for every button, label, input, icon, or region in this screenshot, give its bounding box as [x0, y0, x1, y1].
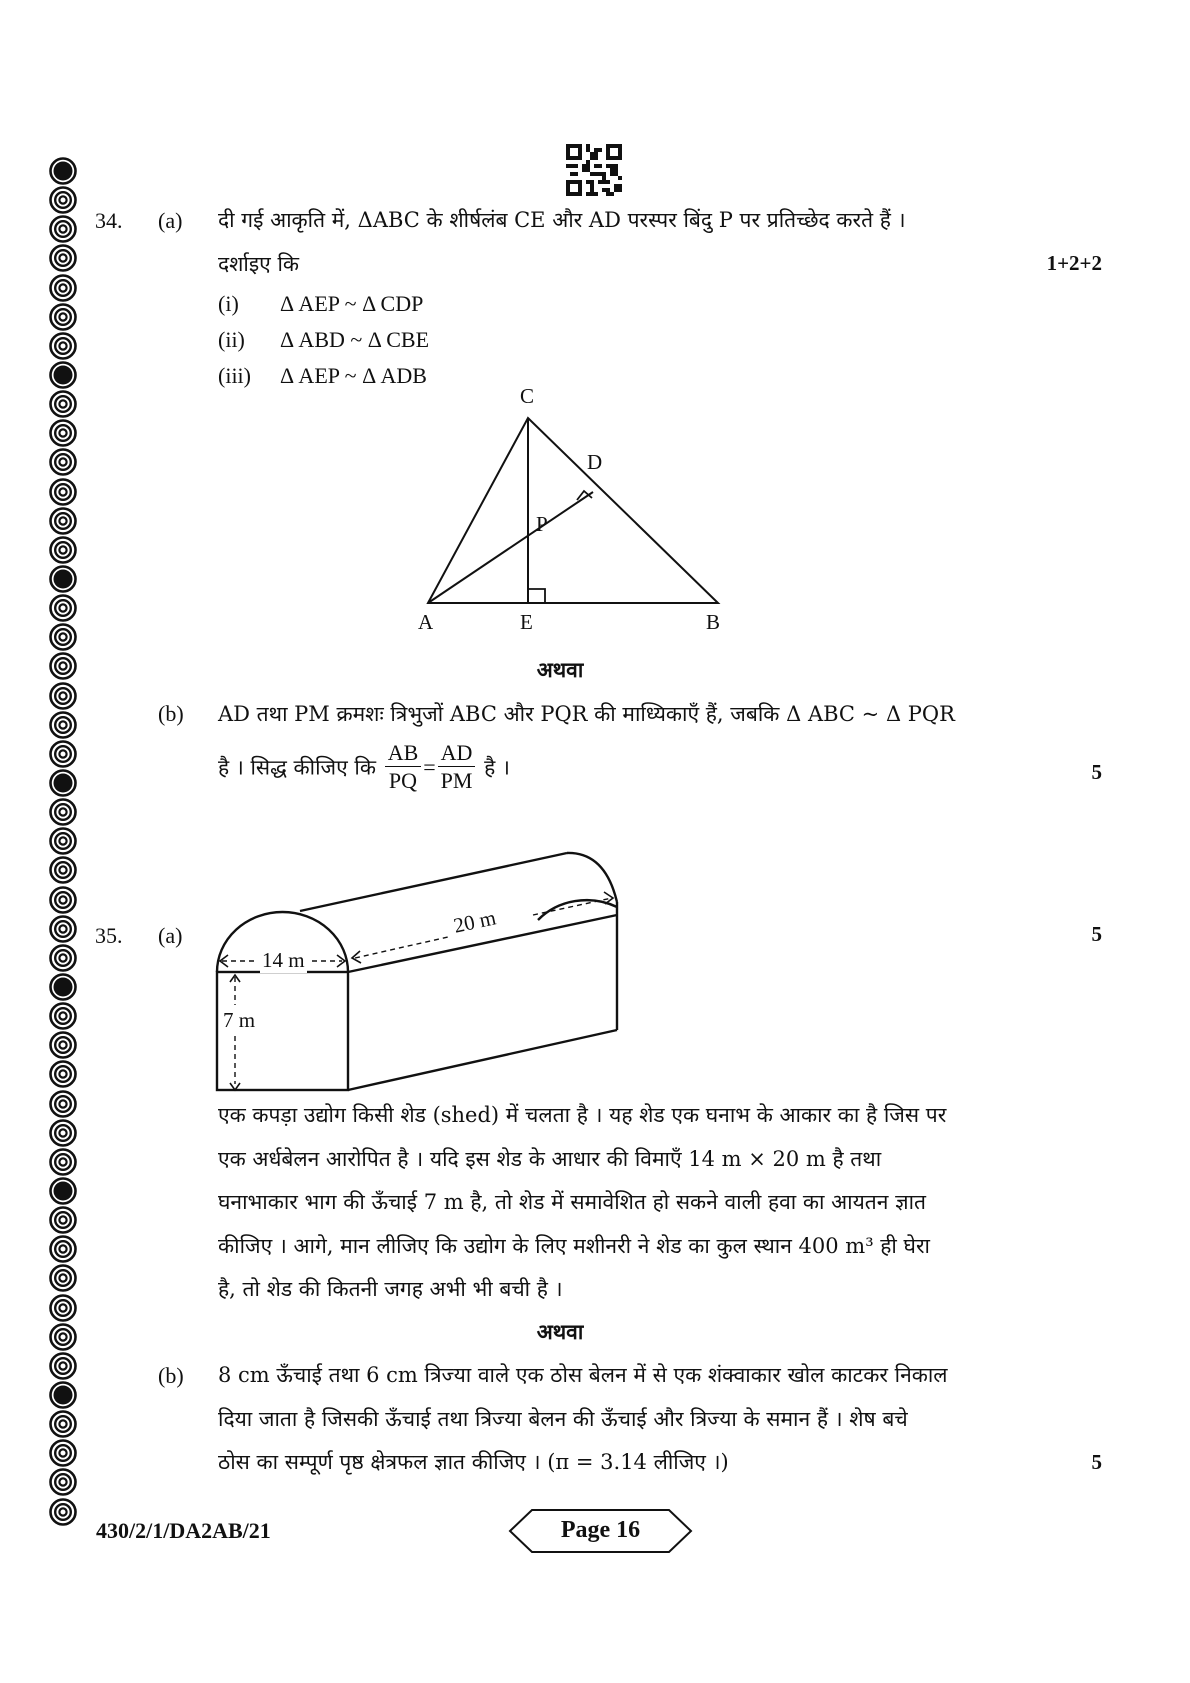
- q34-part-b-prefix: है । सिद्ध कीजिए कि: [218, 755, 376, 780]
- fraction-denominator: PM: [440, 768, 473, 793]
- length-dimension-label: 20 m: [451, 905, 499, 938]
- vertex-label-p: P: [536, 512, 548, 536]
- q35-part-b-line: ठोस का सम्पूर्ण पृष्ठ क्षेत्रफल ज्ञात कीजिए । (π = 3.14 लीजिए ।): [218, 1450, 729, 1474]
- fraction-ad-pm: [438, 740, 476, 795]
- q35-marks-a: 5: [1091, 922, 1102, 946]
- q35-part-a-line: कीजिए । आगे, मान लीजिए कि उद्योग के लिए मशीनरी ने शेड का कुल स्थान 400 m³ ही घेरा: [218, 1233, 930, 1258]
- q35-or-divider: अथवा: [536, 1319, 584, 1344]
- q34-or-divider: अथवा: [536, 657, 584, 682]
- q34-part-b-text-line1: AD तथा PM क्रमशः त्रिभुजों ABC और PQR की माध्यिकाएँ हैं, जबकि Δ ABC ~ Δ PQR: [218, 702, 955, 726]
- width-dimension-label: 14 m: [262, 948, 305, 972]
- q34-number: 34.: [95, 208, 123, 233]
- q34-part-a-text-line2: दर्शाइए कि: [218, 252, 300, 276]
- q34-item-label: (i): [218, 291, 239, 316]
- q34-item-text: Δ AEP ~ Δ ADB: [280, 363, 427, 388]
- footer-paper-code: 430/2/1/DA2AB/21: [96, 1518, 271, 1543]
- q34-item-label: (ii): [218, 327, 245, 352]
- q34-item-text: Δ ABD ~ Δ CBE: [280, 327, 430, 352]
- vertex-label-d: D: [587, 450, 603, 474]
- q35-part-b-line: दिया जाता है जिसकी ऊँचाई तथा त्रिज्या बेलन की ऊँचाई और त्रिज्या के समान हैं । शेष बचे: [218, 1406, 908, 1431]
- q34-part-b-text-line2: [218, 740, 510, 795]
- qr-code: [566, 144, 622, 200]
- triangle-figure: [400, 384, 740, 640]
- margin-circles-icon: [49, 157, 81, 1547]
- qr-code-icon: [566, 144, 622, 196]
- margin-circle-rail: [49, 157, 81, 1551]
- equals-sign: =: [423, 754, 436, 780]
- q34-part-b-label: (b): [158, 701, 184, 726]
- triangle-abc-diagram-icon: [400, 390, 740, 640]
- q34-part-a-text-line1: दी गई आकृति में, ΔABC के शीर्षलंब CE और AD परस्पर बिंदु P पर प्रतिच्छेद करते हैं ।: [218, 208, 906, 232]
- q35-part-a-line: है, तो शेड की कितनी जगह अभी भी बची है ।: [218, 1277, 563, 1301]
- q35-marks-b: 5: [1091, 1450, 1102, 1474]
- q35-part-a-text: [218, 1094, 1048, 1312]
- q35-number: 35.: [95, 923, 123, 948]
- q35-part-b-label: (b): [158, 1363, 184, 1388]
- q35-part-a-line: एक कपड़ा उद्योग किसी शेड (shed) में चलता है । यह शेड एक घनाभ के आकार का है जिस पर: [218, 1103, 947, 1127]
- vertex-label-b: B: [706, 610, 721, 634]
- fraction-ab-pq: [385, 740, 422, 795]
- vertex-label-a: A: [418, 610, 434, 634]
- q35-part-a-label: (a): [158, 923, 183, 948]
- q35-part-b-line: 8 cm ऊँचाई तथा 6 cm त्रिज्या वाले एक ठोस बेलन में से एक शंक्वाकार खोल काटकर निकाल: [218, 1363, 948, 1387]
- q34-marks-b: 5: [1091, 760, 1102, 784]
- fraction-denominator: PQ: [388, 768, 418, 793]
- q34-part-a-label: (a): [158, 208, 183, 233]
- height-dimension-label: 7 m: [223, 1008, 256, 1032]
- q34-item-text: Δ AEP ~ Δ CDP: [280, 291, 424, 316]
- q34-part-b-suffix: है ।: [484, 755, 510, 780]
- fraction-numerator: AB: [385, 740, 422, 767]
- q35-part-a-line: एक अर्धबेलन आरोपित है । यदि इस शेड के आधार की विमाएँ 14 m × 20 m है तथा: [218, 1146, 882, 1171]
- q34-marks-a: 1+2+2: [1046, 251, 1102, 275]
- q35-part-a-line: घनाभाकार भाग की ऊँचाई 7 m है, तो शेड में समावेशित हो सकने वाली हवा का आयतन ज्ञात: [218, 1190, 926, 1214]
- page-number-badge: [508, 1508, 693, 1554]
- shed-figure: [200, 840, 640, 1100]
- q34-item-label: (iii): [218, 363, 251, 388]
- page-number-label: Page 16: [560, 1517, 641, 1543]
- vertex-label-c: C: [520, 384, 535, 408]
- fraction-numerator: AD: [438, 740, 476, 767]
- q35-part-b-text: [218, 1354, 1048, 1485]
- vertex-label-e: E: [520, 610, 533, 634]
